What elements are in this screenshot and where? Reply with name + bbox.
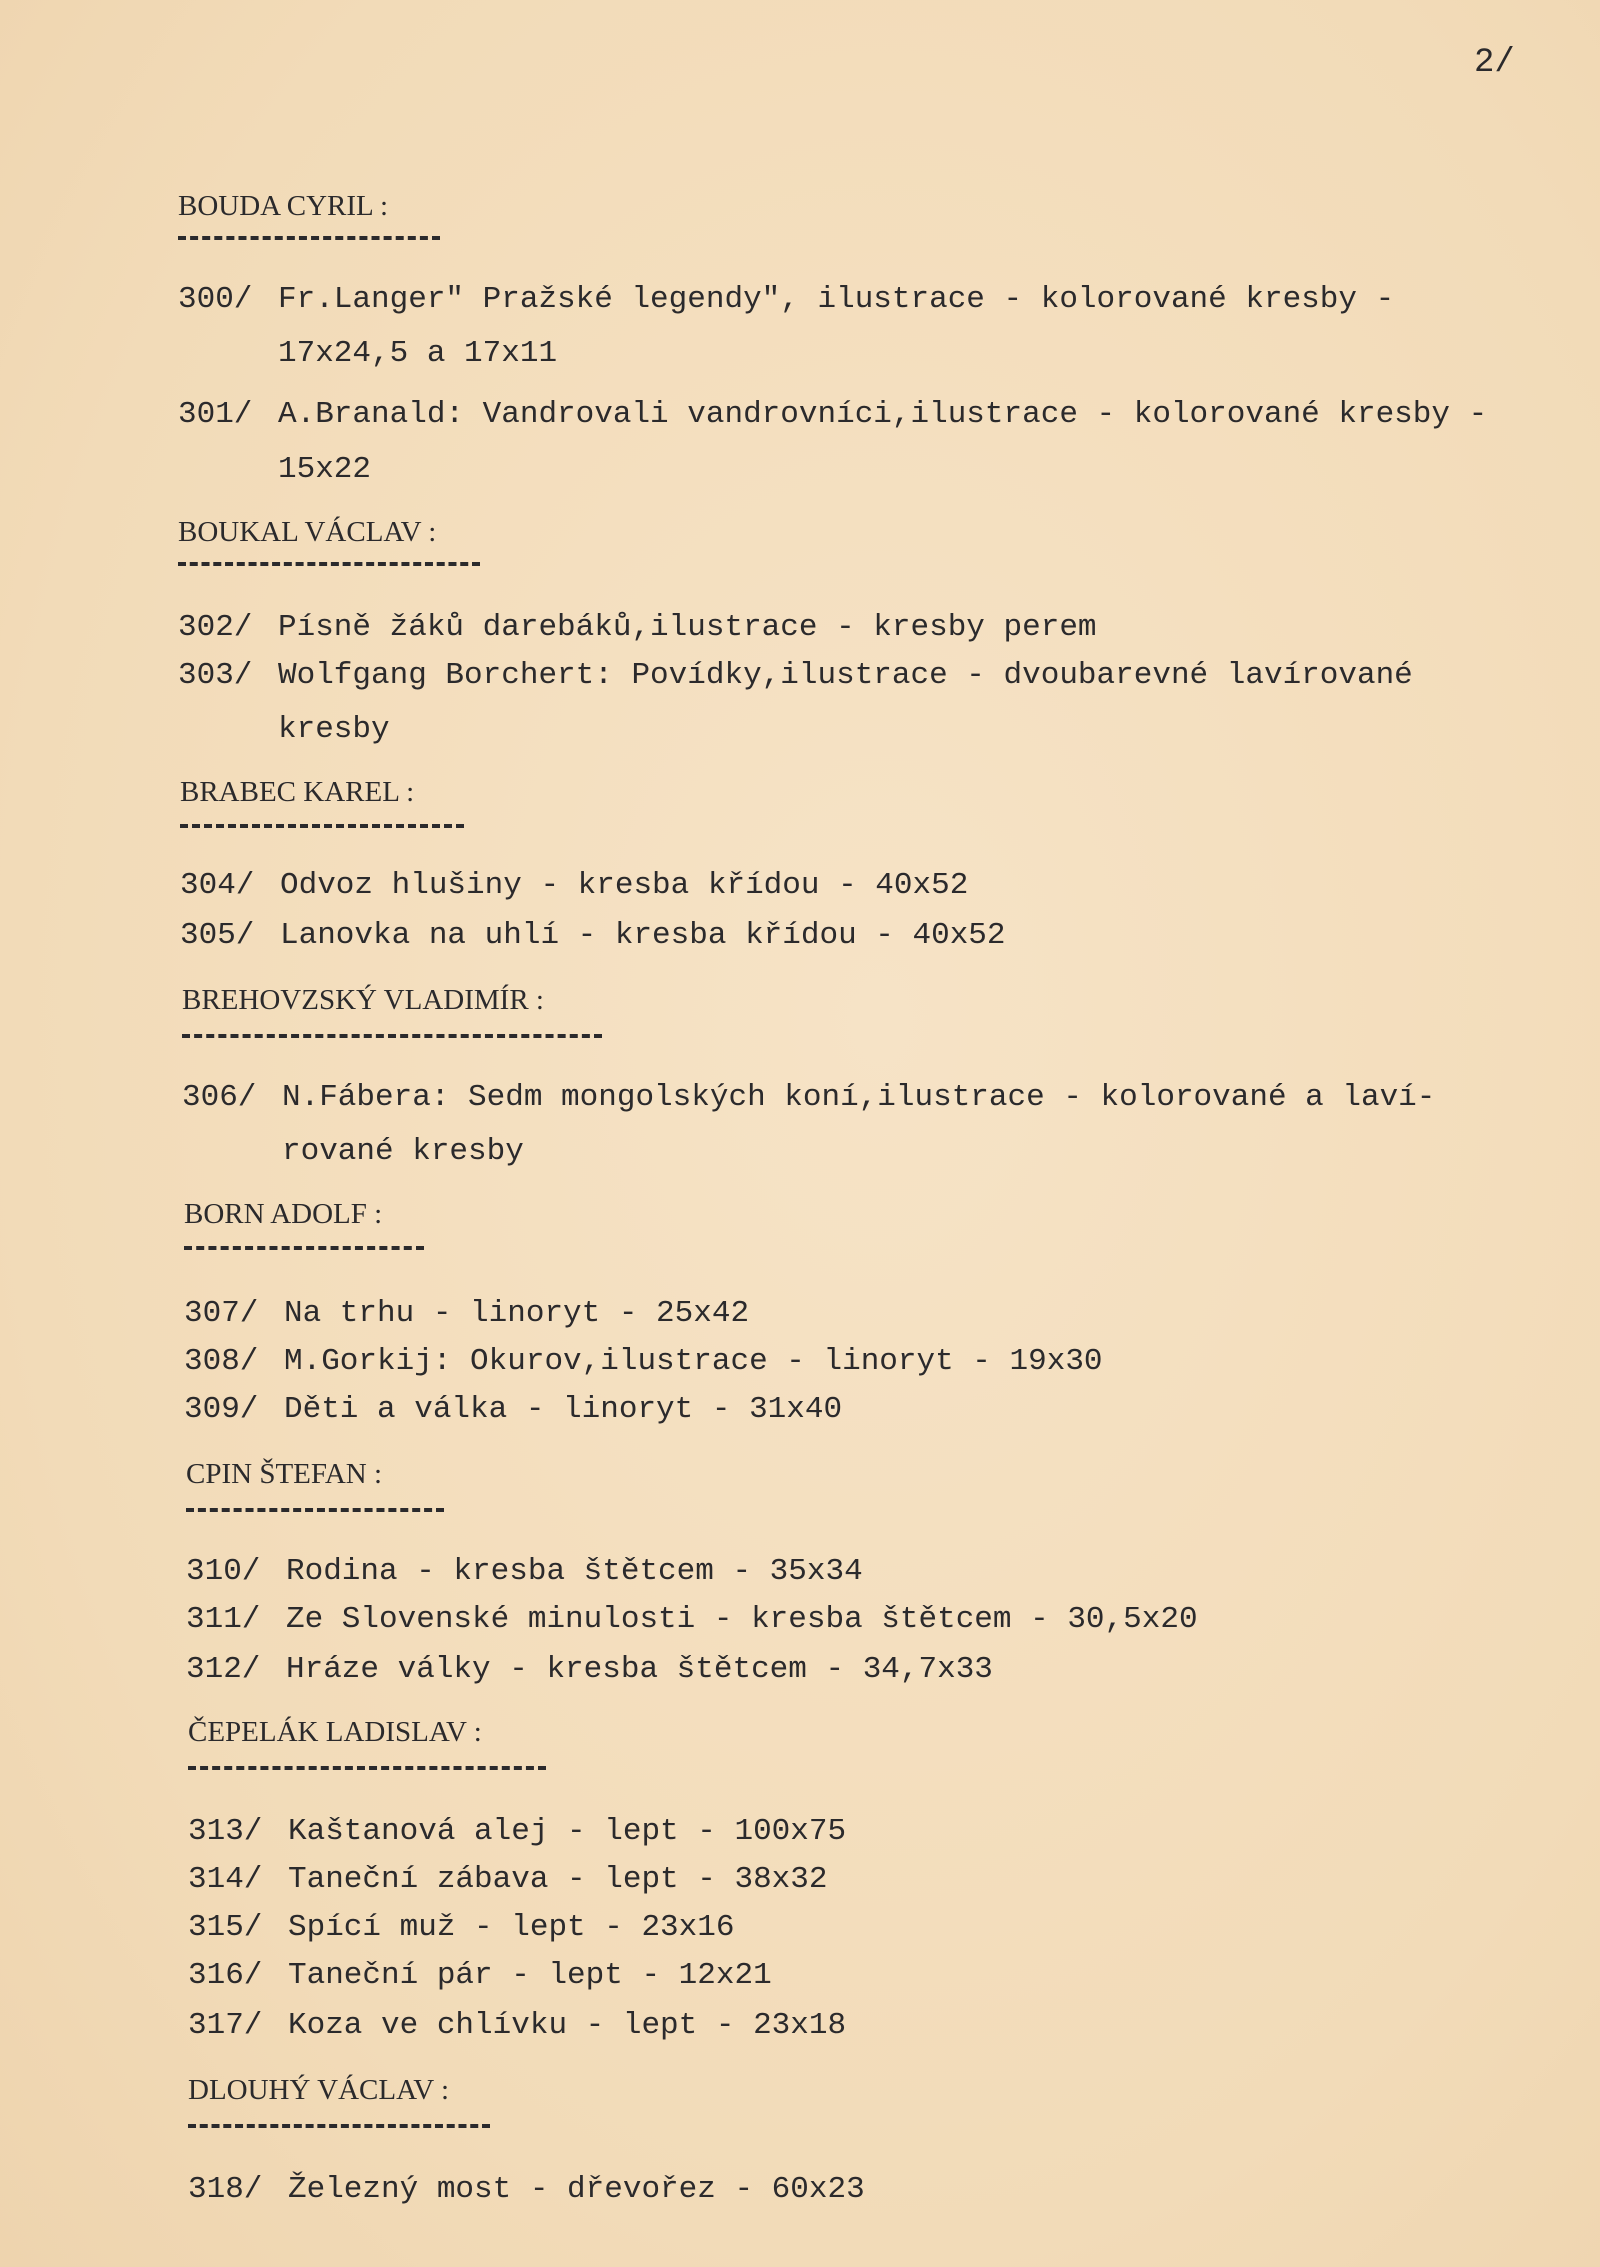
catalog-entry [184, 1344, 1103, 1379]
section-heading: BOUDA CYRIL : [178, 190, 388, 222]
entry-number: 316/ [188, 1958, 263, 1993]
heading-underline [178, 562, 480, 566]
heading-underline [180, 824, 464, 828]
heading-underline [188, 1766, 546, 1770]
entry-text: Koza ve chlívku - lept - 23x18 [288, 2008, 847, 2043]
section-heading: CPIN ŠTEFAN : [186, 1458, 383, 1490]
catalog-entry [188, 1862, 828, 1897]
catalog-entry [186, 1554, 863, 1589]
entry-number: 311/ [186, 1602, 261, 1637]
entry-number: 315/ [188, 1910, 263, 1945]
entry-number: 304/ [180, 868, 255, 903]
heading-underline [178, 236, 440, 240]
entry-text: Na trhu - linoryt - 25x42 [284, 1296, 750, 1331]
entry-text: Lanovka na uhlí - kresba křídou - 40x52 [280, 918, 1006, 953]
heading-underline [186, 1508, 444, 1512]
entry-text: Spící muž - lept - 23x16 [288, 1910, 735, 1945]
section-heading: BOUKAL VÁCLAV : [178, 516, 437, 548]
entry-number: 300/ [178, 282, 253, 317]
section-heading: ČEPELÁK LADISLAV : [188, 1716, 482, 1748]
entry-number: 306/ [182, 1080, 257, 1115]
entry-text: M.Gorkij: Okurov,ilustrace - linoryt - 19x30 [284, 1344, 1103, 1379]
heading-underline [182, 1034, 602, 1038]
entry-text: Kaštanová alej - lept - 100x75 [288, 1814, 847, 1849]
entry-text: A.Branald: Vandrovali vandrovníci,ilustrace - kolorované kresby - [278, 397, 1488, 432]
entry-text: N.Fábera: Sedm mongolských koní,ilustrace - kolorované a laví- [282, 1080, 1436, 1115]
entry-continuation: rované kresby [282, 1134, 524, 1169]
entry-number: 303/ [178, 658, 253, 693]
catalog-entry [182, 1080, 1435, 1115]
section-heading: DLOUHÝ VÁCLAV : [188, 2074, 450, 2106]
catalog-entry [188, 1910, 734, 1945]
catalog-entry [184, 1392, 842, 1427]
entry-number: 309/ [184, 1392, 259, 1427]
section-heading: BREHOVZSKÝ VLADIMÍR : [182, 984, 544, 1016]
catalog-entry [186, 1602, 1198, 1637]
page-number: 2/ [1474, 44, 1515, 82]
catalog-entry [180, 918, 1006, 953]
heading-underline [188, 2124, 490, 2128]
entry-text: Ze Slovenské minulosti - kresba štětcem - 30,5x20 [286, 1602, 1198, 1637]
entry-number: 314/ [188, 1862, 263, 1897]
entry-number: 317/ [188, 2008, 263, 2043]
entry-number: 312/ [186, 1652, 261, 1687]
catalog-entry [186, 1652, 993, 1687]
entry-text: Hráze války - kresba štětcem - 34,7x33 [286, 1652, 993, 1687]
entry-number: 302/ [178, 610, 253, 645]
entry-number: 318/ [188, 2172, 263, 2207]
entry-text: Děti a válka - linoryt - 31x40 [284, 1392, 843, 1427]
catalog-entry [178, 282, 1394, 317]
entry-text: Wolfgang Borchert: Povídky,ilustrace - dvoubarevné lavírované [278, 658, 1413, 693]
catalog-entry [178, 610, 1097, 645]
catalog-entry [180, 868, 968, 903]
entry-number: 301/ [178, 397, 253, 432]
entry-text: Taneční pár - lept - 12x21 [288, 1958, 772, 1993]
heading-underline [184, 1246, 424, 1250]
entry-continuation: 15x22 [278, 452, 372, 487]
entry-number: 310/ [186, 1554, 261, 1589]
entry-number: 313/ [188, 1814, 263, 1849]
entry-text: Odvoz hlušiny - kresba křídou - 40x52 [280, 868, 969, 903]
entry-text: Písně žáků darebáků,ilustrace - kresby perem [278, 610, 1097, 645]
entry-number: 305/ [180, 918, 255, 953]
entry-text: Fr.Langer" Pražské legendy", ilustrace - kolorované kresby - [278, 282, 1395, 317]
catalog-entry [188, 1958, 772, 1993]
catalog-entry [188, 2008, 846, 2043]
catalog-entry [184, 1296, 749, 1331]
entry-continuation: 17x24,5 a 17x11 [278, 336, 558, 371]
entry-text: Taneční zábava - lept - 38x32 [288, 1862, 828, 1897]
section-heading: BORN ADOLF : [184, 1198, 383, 1230]
entry-number: 308/ [184, 1344, 259, 1379]
section-heading: BRABEC KAREL : [180, 776, 415, 808]
catalog-entry [178, 658, 1413, 693]
entry-continuation: kresby [278, 712, 390, 747]
catalog-entry [188, 1814, 846, 1849]
entry-text: Rodina - kresba štětcem - 35x34 [286, 1554, 863, 1589]
entry-number: 307/ [184, 1296, 259, 1331]
catalog-entry [178, 397, 1487, 432]
catalog-entry [188, 2172, 865, 2207]
entry-text: Železný most - dřevořez - 60x23 [288, 2172, 865, 2207]
